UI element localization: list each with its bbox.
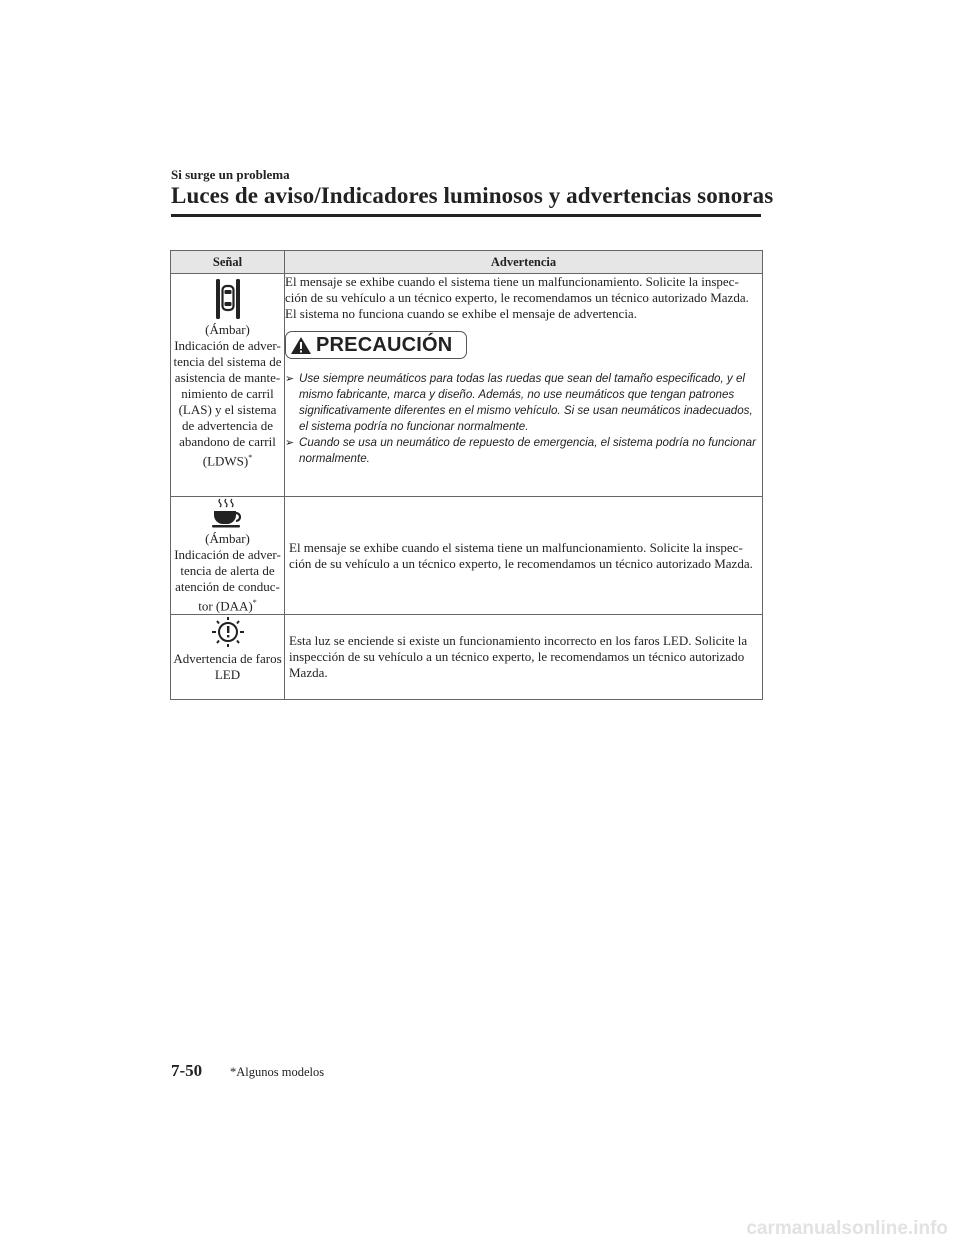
description-cell [285, 497, 763, 615]
caution-label: PRECAUCIÓN [316, 334, 453, 356]
warning-table [170, 250, 763, 700]
description-text: Esta luz se enciende si existe un funcionamiento incorrecto en los faros LED. Solicite la inspección de su vehículo a un técnico experto, le recomendamos un técnico autorizado Mazda. [289, 633, 748, 681]
description-cell [285, 274, 763, 497]
page-title: Luces de aviso/Indicadores luminosos y advertencias sonoras [171, 183, 774, 208]
signal-cell [171, 497, 285, 615]
sign-color-label: (Ámbar) [205, 531, 250, 546]
sign-label: Indicación de adver- tencia del sistema de asistencia de mante- nimiento de carril (LAS) y el sistema de advertencia de abandono de carril (LDWS)* [173, 338, 282, 469]
column-header-signal: Señal [171, 251, 285, 274]
sign-color-label: (Ámbar) [205, 322, 250, 337]
caution-badge [285, 331, 467, 359]
list-item: ➢ Use siempre neumáticos para todas las ruedas que sean del tamaño especificado, y el mismo fabricante, marca y diseño. Además, no use neumáticos que tengan patrones significativamente diferentes en el mismo vehículo. Si se usan neumáticos inadecuados, el sistema podría no funcionar normalmente. [285, 372, 753, 433]
bullet-arrow-icon: ➢ [285, 373, 295, 385]
bullet-arrow-icon: ➢ [285, 437, 295, 449]
footnote: *Algunos modelos [230, 1065, 325, 1079]
signal-cell [171, 274, 285, 497]
description-text: El mensaje se exhibe cuando el sistema tiene un malfuncionamiento. Solicite la inspec- ción de su vehículo a un técnico experto, le recomendamos un técnico autorizado Mazda. El sistema no funciona cuando se exhibe el mensaje de advertencia. [285, 274, 749, 321]
table-row [171, 274, 763, 497]
watermark: carmanualsonline.info [746, 1218, 948, 1239]
sign-label: Advertencia de faros LED [173, 651, 282, 683]
column-header-warning: Advertencia [285, 251, 763, 274]
list-item: ➢ Cuando se usa un neumático de repuesto de emergencia, el sistema podría no funcionar normalmente. [285, 436, 756, 465]
description-text: El mensaje se exhibe cuando el sistema tiene un malfuncionamiento. Solicite la inspec- ción de su vehículo a un técnico experto, le recomendamos un técnico autorizado Mazda. [289, 539, 753, 571]
table-row [171, 615, 763, 700]
led-headlight-warning-icon [208, 615, 248, 649]
table-row [171, 497, 763, 615]
page-number: 7-50 [171, 1061, 203, 1080]
description-cell [285, 615, 763, 700]
caution-list [285, 371, 762, 467]
table-header-row [171, 251, 763, 274]
section-label: Si surge un problema [171, 167, 290, 182]
lane-departure-icon [214, 278, 242, 320]
title-rule [171, 214, 761, 217]
coffee-cup-icon [210, 497, 246, 529]
signal-cell [171, 615, 285, 700]
sign-label: Indicación de adver- tencia de alerta de atención de conduc- tor (DAA)* [174, 547, 281, 614]
warning-triangle-icon [290, 336, 312, 355]
